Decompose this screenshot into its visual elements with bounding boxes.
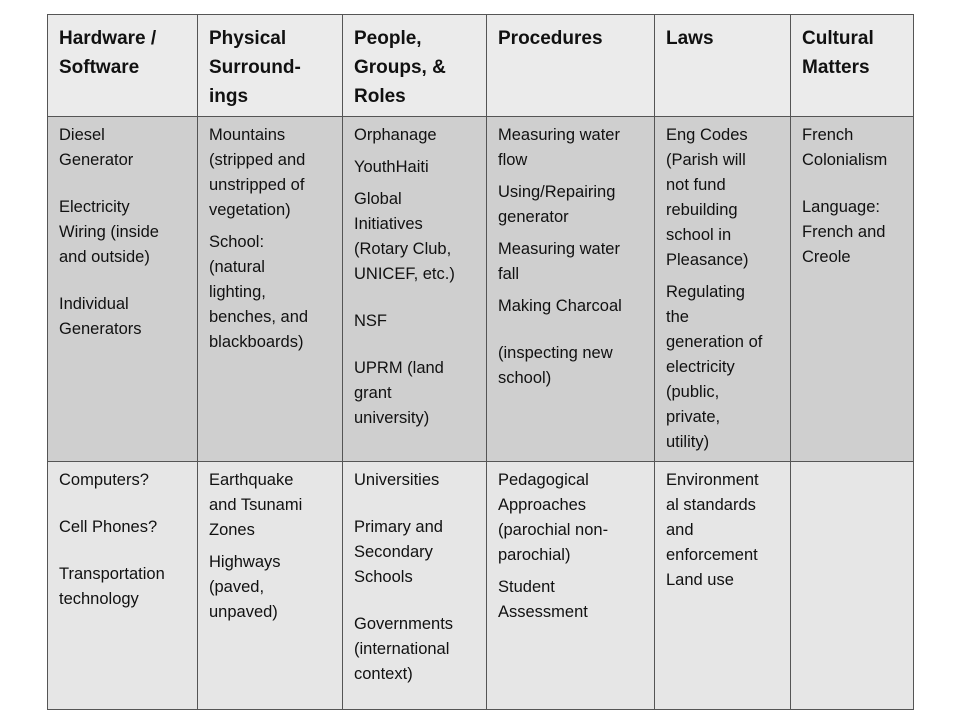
header-people-groups-roles: People, Groups, & Roles <box>343 15 487 117</box>
header-row <box>48 15 914 117</box>
cell-entry: Pedagogical Approaches (parochial non- parochial) <box>498 471 609 565</box>
cell-entry: Making Charcoal <box>498 296 622 315</box>
cell-entry: Measuring water fall <box>498 239 620 283</box>
cell-entry: School: (natural lighting, benches, and blackboards) <box>209 232 309 351</box>
cell-cultural-matters <box>791 116 914 461</box>
header-laws: Laws <box>655 15 791 117</box>
cell-entry: Highways (paved, unpaved) <box>209 553 281 622</box>
cell-people-groups-roles <box>343 462 487 710</box>
table-row <box>48 116 914 461</box>
cell-cultural-matters <box>791 462 914 710</box>
cell-hardware-software <box>48 462 198 710</box>
cell-entry: NSF <box>354 311 387 330</box>
cell-entry: Computers? <box>59 471 149 490</box>
cell-physical-surroundings <box>198 116 343 461</box>
cell-procedures <box>487 462 655 710</box>
header-physical-surroundings: Physical Surround- ings <box>198 15 343 117</box>
cell-people-groups-roles <box>343 116 487 461</box>
cell-entry: YouthHaiti <box>354 157 429 176</box>
cell-procedures <box>487 116 655 461</box>
cell-entry: Mountains (stripped and unstripped of vegetation) <box>209 125 306 219</box>
cell-entry: Student Assessment <box>498 578 588 622</box>
header-hardware-software: Hardware / Software <box>48 15 198 117</box>
header-cultural-matters: Cultural Matters <box>791 15 914 117</box>
cell-laws <box>655 462 791 710</box>
cell-entry: Universities <box>354 471 440 490</box>
cell-entry: Regulating the generation of electricity (public, private, utility) <box>666 282 763 451</box>
cell-entry: Earthquake and Tsunami Zones <box>209 471 303 540</box>
cell-entry: Cell Phones? <box>59 518 158 537</box>
cell-entry: Using/Repairing generator <box>498 182 616 226</box>
cell-entry: (inspecting new school) <box>498 343 613 387</box>
cell-entry: Measuring water flow <box>498 125 620 169</box>
cell-hardware-software <box>48 116 198 461</box>
cell-entry: Electricity Wiring (inside and outside) <box>59 197 159 266</box>
cell-entry: Transportation technology <box>59 565 165 609</box>
stakeholder-table <box>47 14 914 710</box>
cell-entry: Global Initiatives (Rotary Club, UNICEF, etc.) <box>354 189 455 283</box>
stakeholder-table-container <box>47 14 913 710</box>
cell-entry: French Colonialism <box>802 125 888 169</box>
cell-entry: UPRM (land grant university) <box>354 358 444 427</box>
cell-physical-surroundings <box>198 462 343 710</box>
cell-entry: Language: French and Creole <box>802 197 886 266</box>
table-row <box>48 462 914 710</box>
cell-entry: Orphanage <box>354 125 437 144</box>
cell-entry: Individual Generators <box>59 294 142 338</box>
cell-entry: Primary and Secondary Schools <box>354 518 443 587</box>
cell-entry: Governments (international context) <box>354 615 454 684</box>
cell-entry: Environment al standards and enforcement Land use <box>666 471 759 590</box>
cell-entry: Diesel Generator <box>59 125 134 169</box>
cell-laws <box>655 116 791 461</box>
cell-entry: Eng Codes (Parish will not fund rebuilding school in Pleasance) <box>666 125 749 269</box>
header-procedures: Procedures <box>487 15 655 117</box>
